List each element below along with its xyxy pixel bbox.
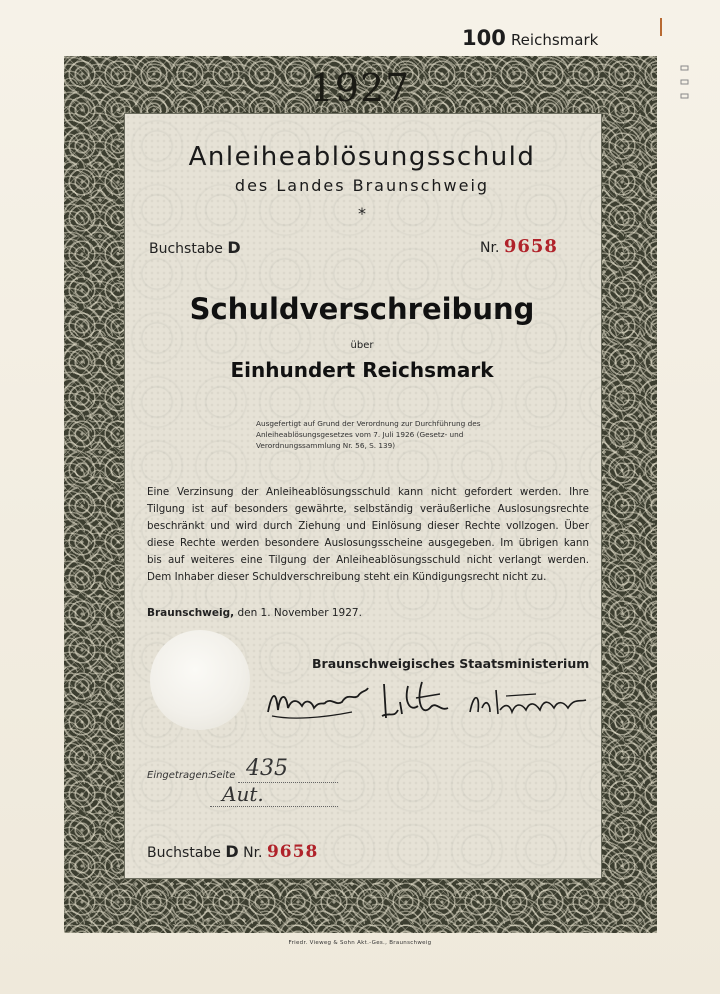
amount-text: Einhundert Reichsmark (230, 358, 494, 382)
place: Braunschweig, (147, 607, 235, 619)
issue-year: 1927 (309, 66, 411, 110)
document-type-heading: Schuldverschreibung (189, 292, 535, 326)
bond-subtitle: des Landes Braunschweig (234, 176, 490, 195)
second-entry-value: Aut. (222, 782, 264, 806)
signature-1 (262, 672, 374, 732)
letter-value: D (227, 238, 241, 257)
star-ornament: * (358, 204, 366, 223)
signature-2 (378, 672, 458, 732)
letter-series-bottom (147, 842, 318, 862)
serial-value: 9658 (503, 236, 558, 257)
ueber-label: über (350, 340, 374, 351)
page-label: Seite (210, 770, 236, 781)
denomination-currency: Reichsmark (510, 31, 599, 49)
letter-series-top (149, 238, 241, 257)
issue-date: den 1. November 1927. (237, 607, 362, 619)
letter-label: Buchstabe (147, 845, 221, 861)
letter-value: D (225, 842, 239, 861)
printer-imprint: Friedr. Vieweg & Sohn Akt.-Ges., Braunschweig (288, 940, 432, 946)
number-label: Nr. (480, 240, 500, 256)
second-entry-line (210, 806, 338, 807)
edge-mark (660, 18, 666, 36)
denomination-number: 100 (462, 26, 506, 50)
registration-label: Eingetragen: (147, 770, 212, 781)
issuer-name: Braunschweigisches Staatsministerium (312, 656, 590, 671)
signature-3 (466, 672, 596, 732)
denomination-header (462, 26, 598, 50)
bond-title: Anleiheablösungsschuld (188, 142, 536, 172)
letter-label: Buchstabe (149, 241, 223, 257)
legal-basis-text: Ausgefertigt auf Grund der Verordnung zur Durchführung des Anleiheablösungsgesetzes vom 7. Juli 1926 (Gesetz- und Verordnungssammlung Nr. 56, S. 139) (256, 419, 481, 450)
serial-number-top (480, 236, 558, 257)
serial-value: 9658 (266, 842, 319, 862)
embossed-seal (150, 630, 250, 730)
place-and-date (147, 607, 362, 619)
number-label: Nr. (243, 845, 263, 861)
page-entry-value: 435 (246, 756, 288, 781)
terms-paragraph: Eine Verzinsung der Anleiheablösungsschuld kann nicht gefordert werden. Ihre Tilgung ist auf besonders gewährte, selbständig veräußerliche Auslosungsrechte beschränkt und wird durch Ziehung und Einlösung dieser Rechte vollzogen. Über diese Rechte werden besondere Auslosungsscheine ausgegeben. Im übrigen kann bis auf weiteres eine Tilgung der Anleiheablösungsschuld nicht verlangt werden. Dem Inhaber dieser Schuldverschreibung steht ein Kündigungsrecht nicht zu. (147, 486, 589, 583)
